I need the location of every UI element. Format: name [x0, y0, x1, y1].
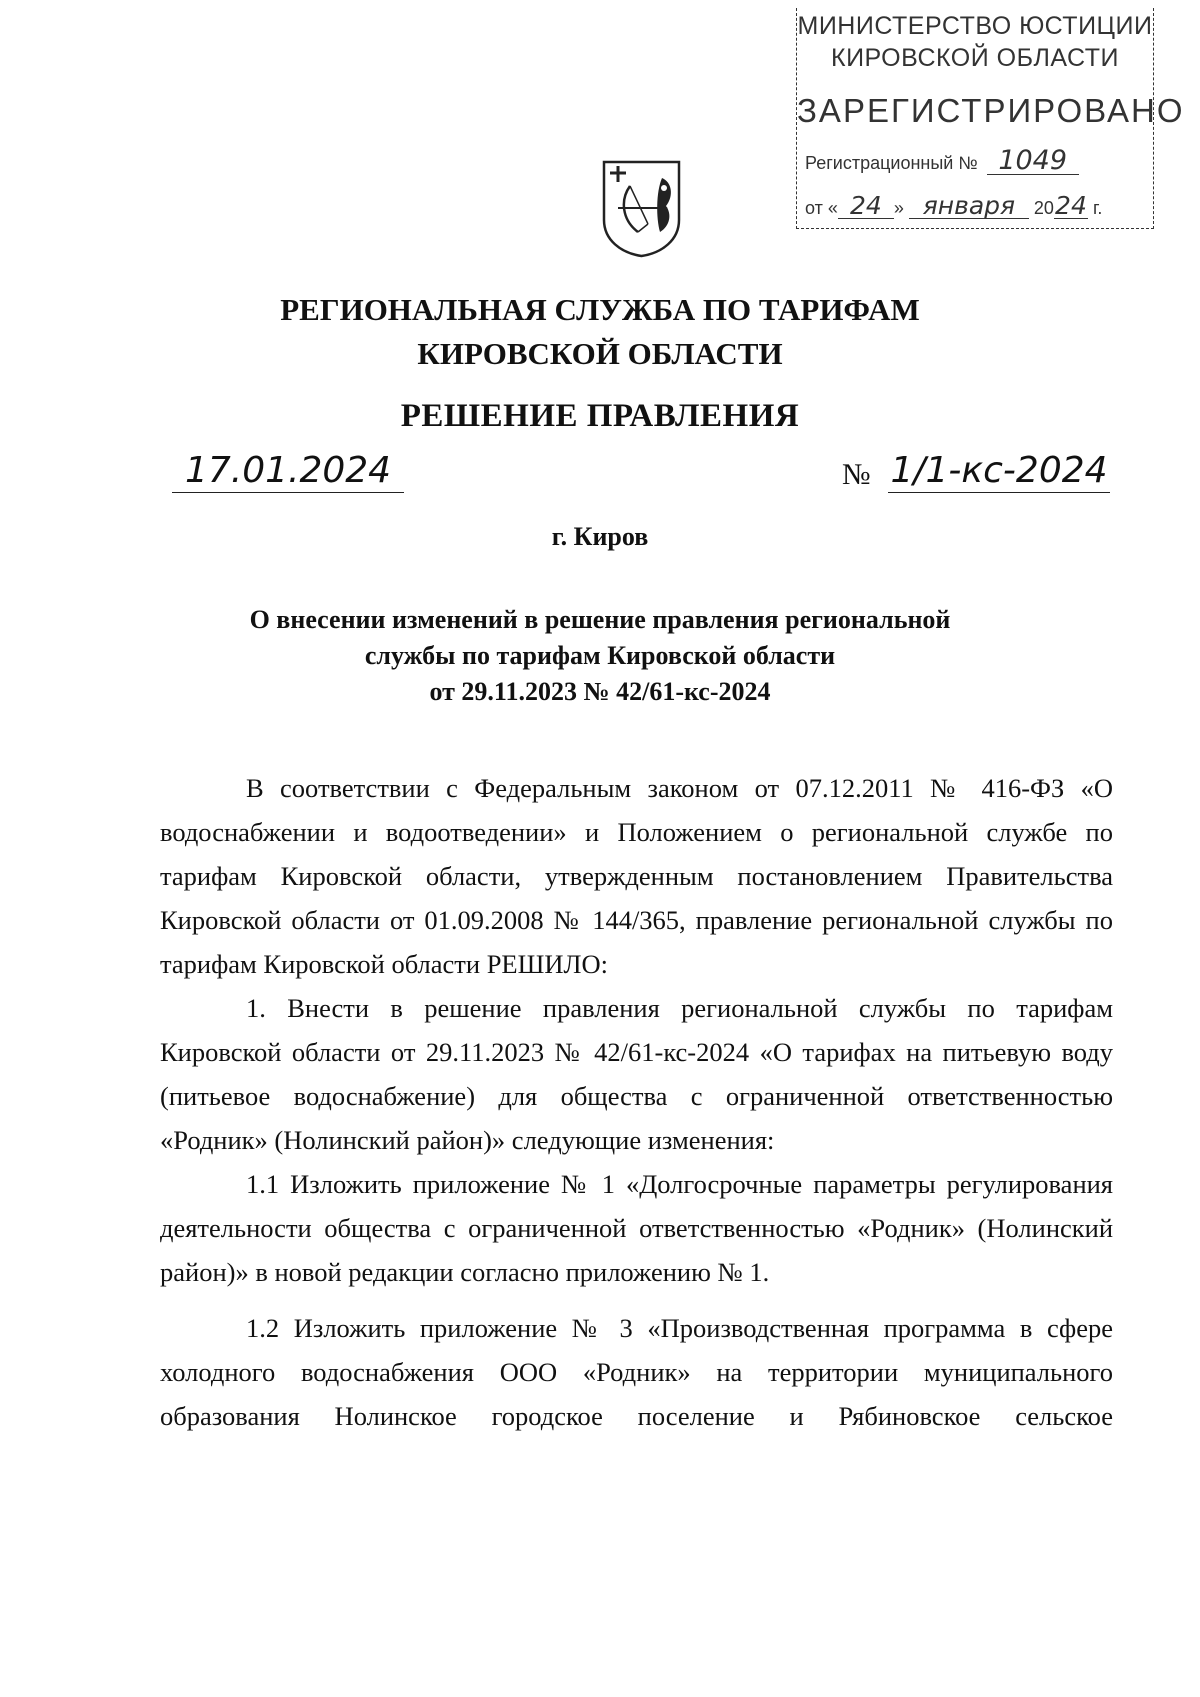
registration-stamp	[796, 8, 1185, 229]
stamp-org-line2: КИРОВСКОЙ ОБЛАСТИ	[831, 44, 1119, 72]
stamp-org-line1: МИНИСТЕРСТВО ЮСТИЦИИ	[797, 12, 1153, 40]
stamp-date-mid: »	[893, 198, 904, 218]
paragraph-item-1-2: 1.2 Изложить приложение № 3 «Производственная программа в сфере холодного водоснабжения ООО «Родник» на территории муниципального образования Нолинское городское поселение и Рябиновское сельское	[160, 1313, 1113, 1431]
stamp-registered: ЗАРЕГИСТРИРОВАНО	[797, 92, 1185, 129]
body-text	[160, 766, 1113, 1438]
stamp-date-year: 24	[1055, 191, 1087, 220]
agency-name	[0, 288, 1200, 376]
city: г. Киров	[551, 522, 649, 551]
stamp-date-suffix: г.	[1092, 198, 1103, 218]
stamp-number-row	[805, 145, 1079, 176]
stamp-number: 1049	[987, 148, 1079, 175]
subject-line2: службы по тарифам Кировской области	[364, 641, 836, 670]
paragraph-item-1-1: 1.1 Изложить приложение № 1 «Долгосрочные параметры регулирования деятельности общества с ограниченной ответственностью «Родник» (Нолинский район)» в новой редакции согласно приложению № 1.	[160, 1169, 1113, 1287]
decision-number: 1/1-кс-2024	[888, 450, 1110, 493]
subject-line1: О внесении изменений в решение правления региональной	[249, 605, 951, 634]
paragraph-preamble: В соответствии с Федеральным законом от 07.12.2011 № 416-ФЗ «О водоснабжении и водоотведении» и Положением о региональной службе по тарифам Кировской области, утвержденным постановлением Правительства Кировской области от 01.09.2008 № 144/365, правление региональной службы по тарифам Кировской области РЕШИЛО:	[160, 773, 1113, 979]
stamp-date-month: января	[909, 194, 1029, 219]
paragraph-item-1: 1. Внести в решение правления региональной службы по тарифам Кировской области от 29.11.2023 № 42/61-кс-2024 «О тарифах на питьевую воду (питьевое водоснабжение) для общества с ограниченной ответственностью «Родник» (Нолинский район)» следующие изменения:	[160, 993, 1113, 1155]
stamp-date-row	[805, 191, 1103, 220]
number-sign: №	[842, 458, 871, 491]
stamp-date-year-prefix: 20	[1033, 198, 1054, 218]
stamp-number-label: Регистрационный №	[805, 153, 978, 173]
stamp-date-prefix: от «	[805, 198, 838, 218]
agency-line2: КИРОВСКОЙ ОБЛАСТИ	[417, 336, 783, 371]
decision-subject	[0, 602, 1200, 710]
coat-of-arms-icon	[600, 158, 683, 258]
subject-line3: от 29.11.2023 № 42/61-кс-2024	[429, 677, 771, 706]
agency-line1: РЕГИОНАЛЬНАЯ СЛУЖБА ПО ТАРИФАМ	[280, 292, 920, 327]
doc-type-title: РЕШЕНИЕ ПРАВЛЕНИЯ	[400, 398, 800, 434]
stamp-date-day: 24	[838, 194, 894, 219]
decision-date: 17.01.2024	[172, 450, 404, 493]
